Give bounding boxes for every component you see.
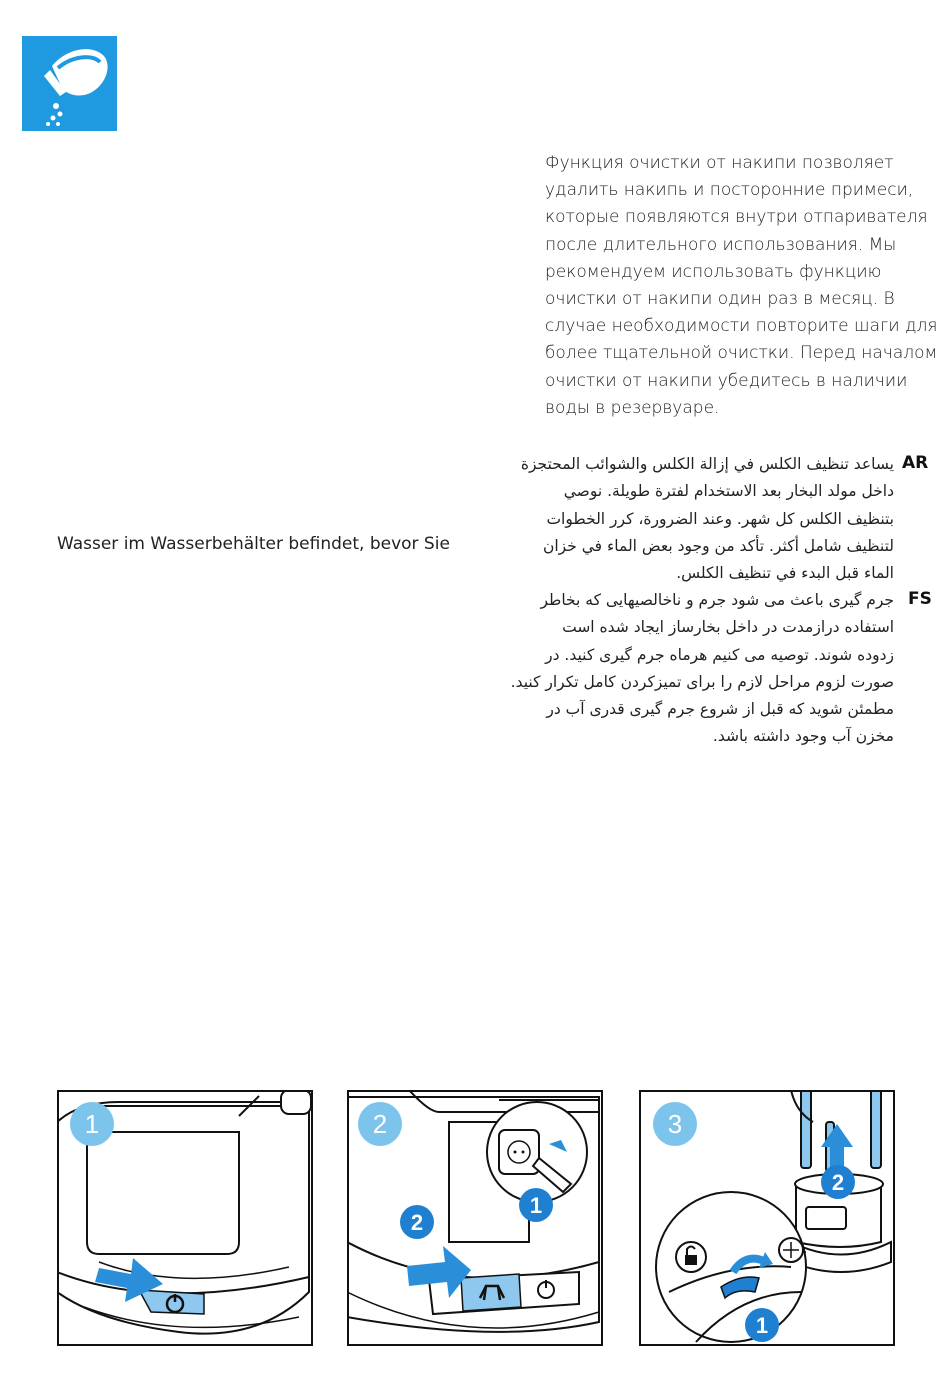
farsi-text — [494, 587, 894, 751]
step-number: 3 — [667, 1109, 683, 1139]
step-3-illustration — [639, 1090, 895, 1346]
ru-line: после длительного использования. Мы — [545, 234, 897, 255]
sub-step-number: 1 — [529, 1193, 543, 1218]
fs-line: مطمئن شوید که قبل از شروع جرم گیری قدری آب در — [546, 700, 894, 719]
fs-line: جرم گیری باعث می شود جرم و ناخالصیهایی که بخاطر — [540, 591, 894, 609]
ru-line: рекомендуем использовать функцию — [545, 261, 882, 282]
sub-step-number: 2 — [410, 1210, 424, 1235]
step-number: 2 — [372, 1109, 388, 1139]
language-code-ar: AR — [902, 453, 929, 473]
unlock-icon — [676, 1242, 706, 1272]
sub-step-badge — [400, 1205, 434, 1239]
ru-line: удалить накипь и посторонние примеси, — [545, 180, 914, 201]
fs-line: مخزن آب وجود داشته باشد. — [712, 727, 894, 746]
step-2-illustration — [347, 1090, 603, 1346]
ar-line: الماء قبل البدء في تنظيف الكلس. — [676, 564, 894, 583]
sub-step-badge — [821, 1165, 855, 1199]
german-text-fragment: Wasser im Wasserbehälter befindet, bevor Sie — [57, 534, 450, 554]
fs-line: زدوده شوند. توصیه می کنیم هرماه جرم گیری کنید. در — [545, 645, 894, 664]
fs-line: صورت لزوم مراحل لازم را برای تمیزکردن کامل تکرار کنید. — [510, 672, 894, 691]
step-badge — [653, 1102, 697, 1146]
ar-line: لتنظيف شامل أكثر. تأكد من وجود بعض الماء في خزان — [542, 536, 894, 555]
ru-line: Функция очистки от накипи позволяет — [545, 153, 894, 173]
ar-line: بتنظيف الكلس كل شهر. وعند الضرورة، كرر الخطوات — [546, 509, 894, 528]
step-1-illustration — [57, 1090, 313, 1346]
ru-line: очистки от накипи убедитесь в наличии — [545, 370, 908, 391]
sub-step-number: 2 — [831, 1170, 845, 1195]
plug-zoom — [487, 1102, 587, 1202]
descaling-icon — [22, 36, 117, 131]
step-badge — [70, 1102, 114, 1146]
step-badge — [358, 1102, 402, 1146]
ru-line: воды в резервуаре. — [545, 397, 720, 418]
ar-line: يساعد تنظيف الكلس في إزالة الكلس والشوائب المحتجزة — [520, 455, 894, 473]
ru-line: более тщательной очистки. Перед началом — [545, 343, 938, 364]
sub-step-number: 1 — [755, 1313, 769, 1338]
arabic-text — [494, 451, 894, 587]
ar-line: داخل مولد البخار بعد الاستخدام لفترة طويلة. نوصي — [563, 482, 894, 501]
step-number: 1 — [84, 1109, 100, 1139]
cap-zoom — [656, 1192, 806, 1342]
ru-line: которые появляются внутри отпаривателя — [545, 207, 928, 228]
steam-button — [461, 1274, 521, 1311]
russian-text — [545, 150, 940, 422]
fs-line: استفاده درازمدت در داخل بخارساز ایجاد شده است — [562, 618, 894, 637]
sub-step-badge — [519, 1188, 553, 1222]
language-code-fs: FS — [908, 589, 932, 609]
valve-icon — [779, 1238, 803, 1262]
ru-line: случае необходимости повторите шаги для — [545, 316, 938, 337]
sub-step-badge — [745, 1308, 779, 1342]
ru-line: очистки от накипи один раз в месяц. В — [545, 289, 895, 310]
